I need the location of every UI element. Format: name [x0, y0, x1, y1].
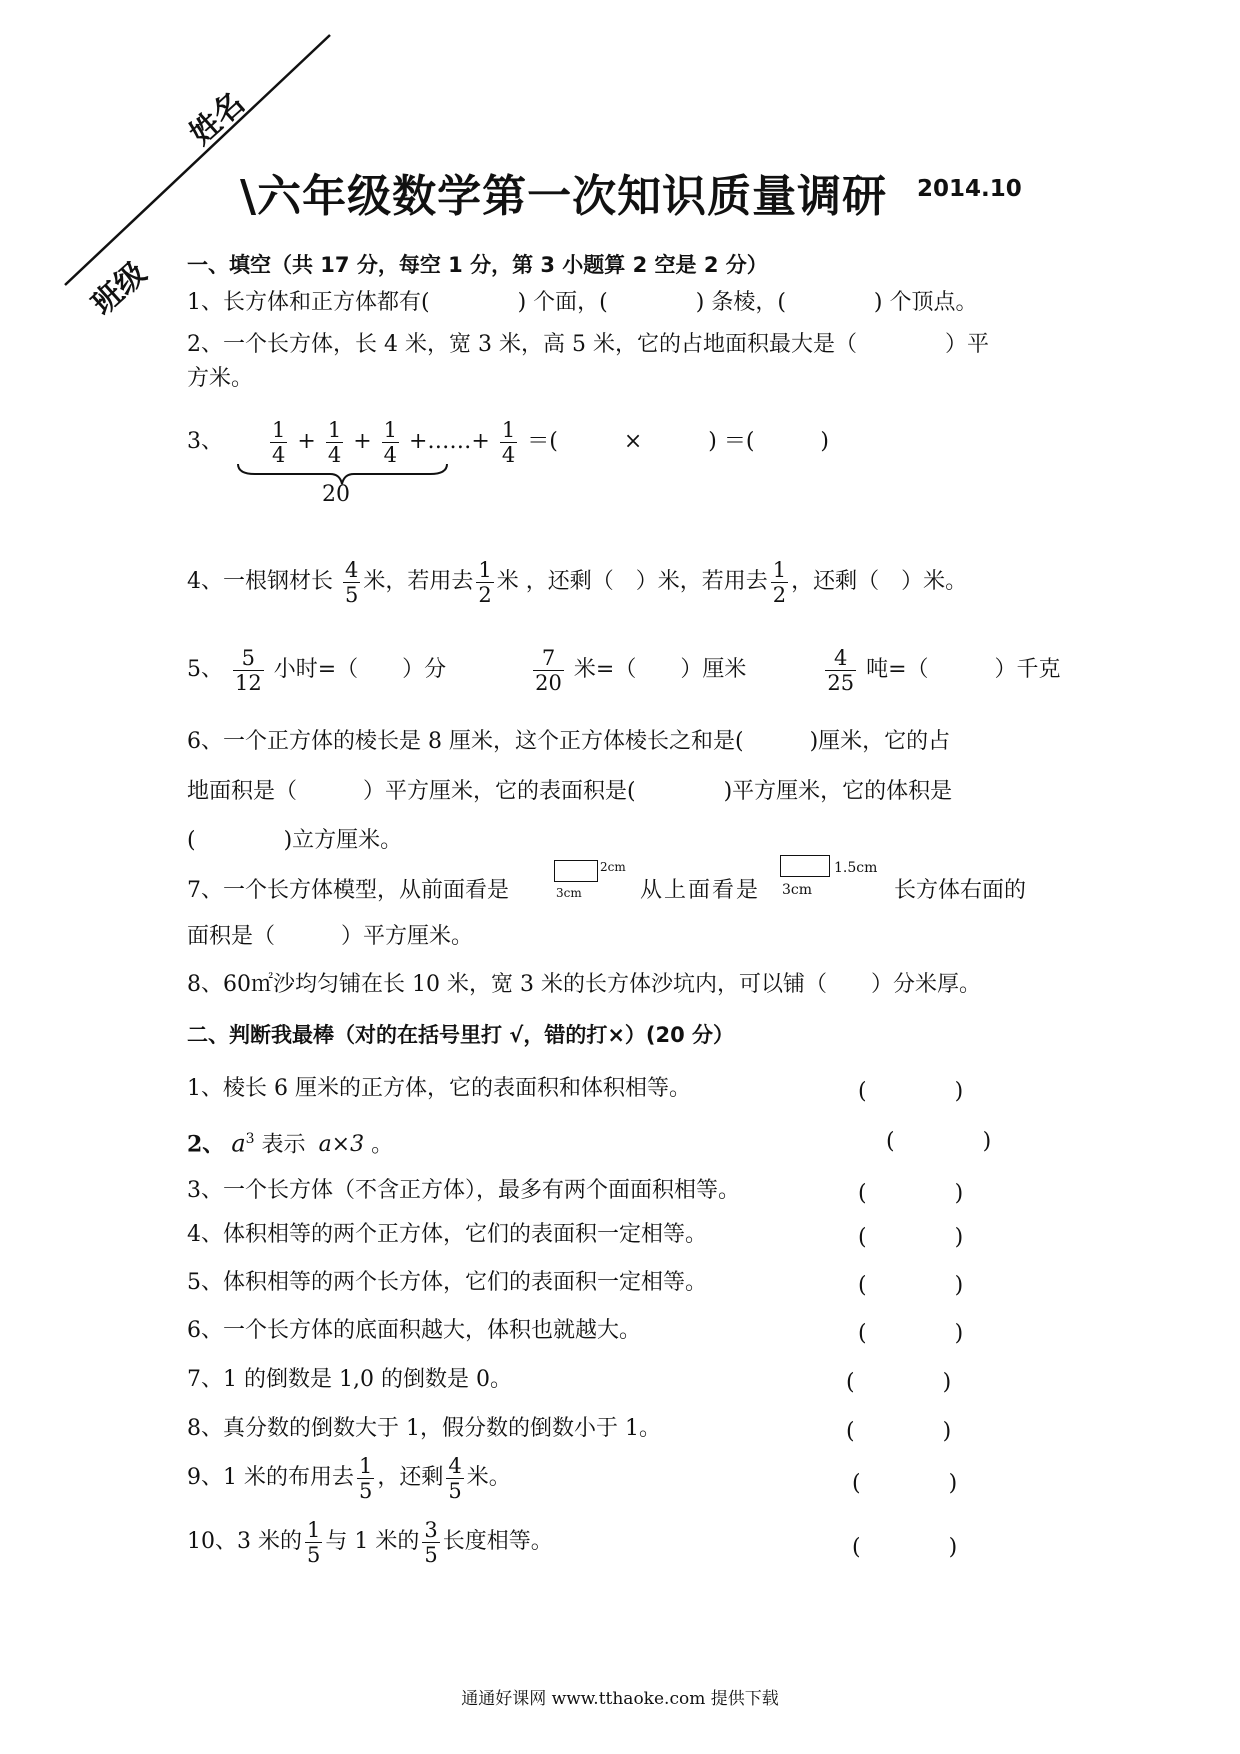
fraction: $\frac{4}{5}$	[448, 1453, 462, 1503]
q1-7-text2: 从上面看是	[640, 878, 761, 903]
front-view-width: 3cm	[556, 886, 582, 900]
answer-paren-3: ( )	[858, 1181, 964, 1206]
answer-paren-1: ( )	[858, 1079, 964, 1104]
judge-3: 3、一个长方体（不含正方体），最多有两个面面积相等。	[187, 1178, 740, 1203]
q1-5: 5、 $\frac{5}{12}$ 小时=（ ）分 $\frac{7}{20}$ 米=（ ）厘米 $\frac{4}{25}$ 吨=（ ）千克	[187, 645, 1061, 695]
footer: 通通好课网 www.tthaoke.com 提供下载	[461, 1689, 779, 1709]
top-view-width: 3cm	[782, 882, 813, 898]
judge-7: 7、1 的倒数是 1,0 的倒数是 0。	[187, 1367, 512, 1392]
page-title: \六年级数学第一次知识质量调研	[240, 171, 888, 222]
q1-8: 8、60㎡沙均匀铺在长 10 米，宽 3 米的长方体沙坑内，可以铺（ ）分米厚。	[187, 972, 981, 997]
fraction: $\frac{4}{25}$	[827, 645, 855, 695]
judge-6: 6、一个长方体的底面积越大，体积也就越大。	[187, 1318, 641, 1343]
front-view-rect	[554, 860, 598, 882]
q1-2b: 方米。	[187, 366, 254, 391]
fraction: $\frac{1}{4}$	[272, 417, 286, 467]
answer-paren-5: ( )	[858, 1273, 964, 1298]
answer-paren-8: ( )	[846, 1419, 952, 1444]
answer-paren-2: ( )	[886, 1129, 992, 1154]
fraction: $\frac{1}{2}$	[478, 557, 492, 607]
brace-label: 20	[322, 482, 350, 507]
judge-10: 10、3 米的 $\frac{1}{5}$ 与 1 米的 $\frac{3}{5}$ 长度相等。	[187, 1517, 553, 1567]
q1-7-text1: 7、一个长方体模型，从前面看是	[187, 878, 509, 903]
judge-9: 9、1 米的布用去 $\frac{1}{5}$ ，还剩 $\frac{4}{5}$ 米。	[187, 1453, 511, 1503]
fraction: $\frac{1}{5}$	[359, 1453, 373, 1503]
q1-1: 1、长方体和正方体都有( ) 个面，( ) 条棱，( ) 个顶点。	[187, 290, 978, 315]
judge-8: 8、真分数的倒数大于 1，假分数的倒数小于 1。	[187, 1416, 661, 1441]
fraction: $\frac{1}{4}$	[501, 417, 516, 467]
q1-2a: 2、一个长方体，长 4 米，宽 3 米，高 5 米，它的占地面积最大是（ ）平	[187, 332, 989, 357]
top-view-rect	[780, 855, 830, 877]
section2-heading: 二、判断我最棒（对的在括号里打 √，错的打×）(20 分）	[187, 1023, 735, 1047]
fraction: $\frac{7}{20}$	[535, 645, 562, 695]
front-view-height: 2cm	[600, 860, 626, 874]
class-label: 班级	[85, 255, 154, 322]
judge-5: 5、体积相等的两个长方体，它们的表面积一定相等。	[187, 1270, 707, 1295]
title-date: 2014.10	[917, 176, 1022, 202]
fraction: $\frac{1}{4}$	[327, 417, 342, 467]
answer-paren-9: ( )	[852, 1471, 958, 1496]
q1-4: 4、一根钢材长 $\frac{4}{5}$ 米，若用去 $\frac{1}{2}$ 米 ，还剩（ ）米，若用去 $\frac{1}{2}$ ，还剩（ ）米。	[187, 557, 968, 607]
q1-6a: 6、一个正方体的棱长是 8 厘米，这个正方体棱长之和是( )厘米，它的占	[187, 729, 951, 754]
answer-paren-6: ( )	[858, 1321, 964, 1346]
q1-6b: 地面积是（ ）平方厘米，它的表面积是( )平方厘米，它的体积是	[187, 779, 953, 804]
fraction: $\frac{3}{5}$	[424, 1517, 438, 1567]
answer-paren-7: ( )	[846, 1370, 952, 1395]
name-label: 姓名	[183, 85, 252, 152]
judge-2: 2、 $a^3$ 表示 a×3 。	[187, 1129, 394, 1158]
q1-7-text3: 长方体右面的	[894, 878, 1027, 903]
section1-heading: 一、填空（共 17 分，每空 1 分，第 3 小题算 2 空是 2 分）	[187, 253, 768, 277]
top-view-height: 1.5cm	[834, 860, 878, 876]
fraction: $\frac{1}{2}$	[772, 557, 787, 607]
judge-1: 1、棱长 6 厘米的正方体，它的表面积和体积相等。	[187, 1076, 691, 1101]
fraction: $\frac{1}{4}$	[383, 417, 397, 467]
fraction: $\frac{4}{5}$	[345, 557, 359, 607]
q1-3: 3、 $\frac{1}{4}$ + $\frac{1}{4}$ + $\frac{1}{4}$ +……+ $\frac{1}{4}$ ＝( × ) ＝( )	[187, 417, 830, 467]
judge-4: 4、体积相等的两个正方体，它们的表面积一定相等。	[187, 1222, 707, 1247]
q1-6c: ( )立方厘米。	[187, 828, 403, 853]
answer-paren-4: ( )	[858, 1225, 964, 1250]
fraction: $\frac{5}{12}$	[235, 645, 262, 695]
answer-paren-10: ( )	[852, 1535, 958, 1560]
fraction: $\frac{1}{5}$	[307, 1517, 321, 1567]
q1-7-text4: 面积是（ ）平方厘米。	[187, 924, 474, 949]
